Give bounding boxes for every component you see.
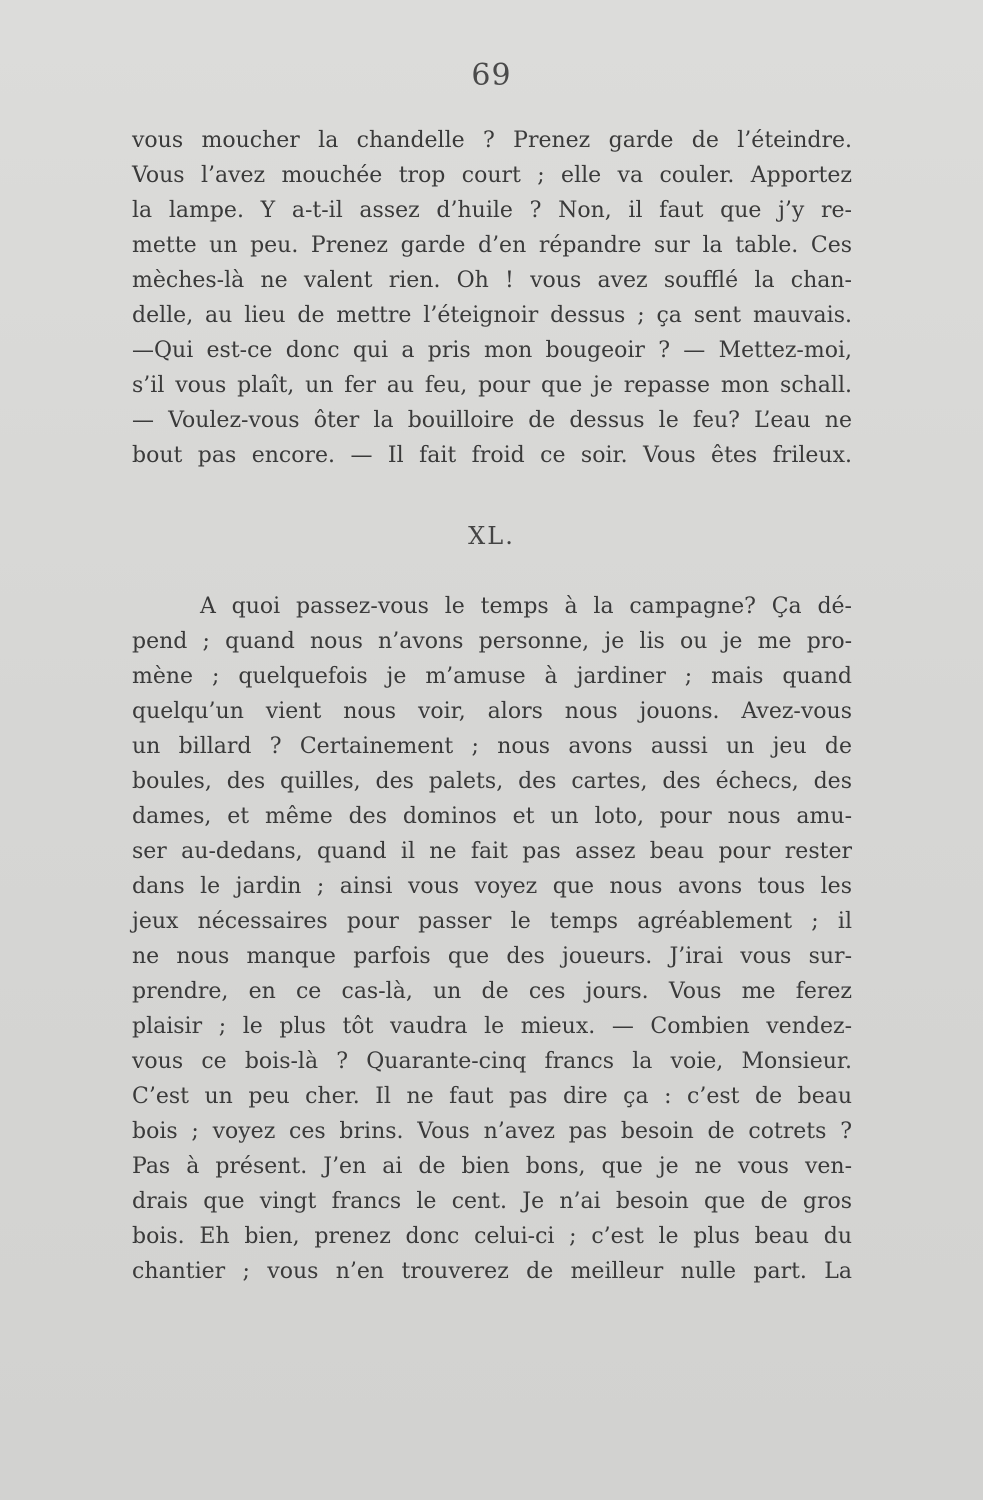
text-line: quelqu’un vient nous voir, alors nous jouons. Avez-vous — [132, 699, 852, 724]
text-line: drais que vingt francs le cent. Je n’ai besoin que de gros — [132, 1189, 852, 1214]
text-line: —Qui est-ce donc qui a pris mon bougeoir ? — Mettez-moi, — [132, 338, 852, 363]
text-line: Vous l’avez mouchée trop court ; elle va couler. Apportez — [132, 163, 852, 188]
section-heading: XL. — [468, 522, 515, 550]
text-line: C’est un peu cher. Il ne faut pas dire ça : c’est de beau — [132, 1084, 852, 1109]
text-line: Pas à présent. J’en ai de bien bons, que je ne vous ven- — [132, 1154, 852, 1179]
text-line: jeux nécessaires pour passer le temps agréablement ; il — [132, 909, 852, 934]
text-line: dans le jardin ; ainsi vous voyez que nous avons tous les — [132, 874, 852, 899]
text-line: mette un peu. Prenez garde d’en répandre sur la table. Ces — [132, 233, 852, 258]
text-line: mène ; quelquefois je m’amuse à jardiner ; mais quand — [132, 664, 852, 689]
text-line: un billard ? Certainement ; nous avons aussi un jeu de — [132, 734, 852, 759]
text-line: bout pas encore. — Il fait froid ce soir. Vous êtes frileux. — [132, 443, 852, 468]
text-line: — Voulez-vous ôter la bouilloire de dessus le feu? L’eau ne — [132, 408, 852, 433]
text-line: chantier ; vous n’en trouverez de meilleur nulle part. La — [132, 1259, 852, 1284]
text-line: plaisir ; le plus tôt vaudra le mieux. — Combien vendez- — [132, 1014, 852, 1039]
text-line: boules, des quilles, des palets, des cartes, des échecs, des — [132, 769, 852, 794]
text-line: s’il vous plaît, un fer au feu, pour que je repasse mon schall. — [132, 373, 852, 398]
text-line: ne nous manque parfois que des joueurs. J’irai vous sur- — [132, 944, 852, 969]
text-line: vous ce bois-là ? Quarante-cinq francs la voie, Monsieur. — [132, 1049, 852, 1074]
text-line: vous moucher la chandelle ? Prenez garde de l’éteindre. — [132, 128, 852, 153]
text-line: dames, et même des dominos et un loto, pour nous amu- — [132, 804, 852, 829]
page-number: 69 — [471, 58, 512, 93]
text-line: bois ; voyez ces brins. Vous n’avez pas besoin de cotrets ? — [132, 1119, 852, 1144]
text-line: A quoi passez-vous le temps à la campagne? Ça dé- — [200, 594, 852, 619]
text-line: pend ; quand nous n’avons personne, je lis ou je me pro- — [132, 629, 852, 654]
text-line: la lampe. Y a-t-il assez d’huile ? Non, il faut que j’y re- — [132, 198, 852, 223]
text-line: bois. Eh bien, prenez donc celui-ci ; c’est le plus beau du — [132, 1224, 852, 1249]
text-line: delle, au lieu de mettre l’éteignoir dessus ; ça sent mauvais. — [132, 303, 852, 328]
text-line: mèches-là ne valent rien. Oh ! vous avez soufflé la chan- — [132, 268, 852, 293]
text-line: prendre, en ce cas-là, un de ces jours. Vous me ferez — [132, 979, 852, 1004]
text-line: ser au-dedans, quand il ne fait pas assez beau pour rester — [132, 839, 852, 864]
